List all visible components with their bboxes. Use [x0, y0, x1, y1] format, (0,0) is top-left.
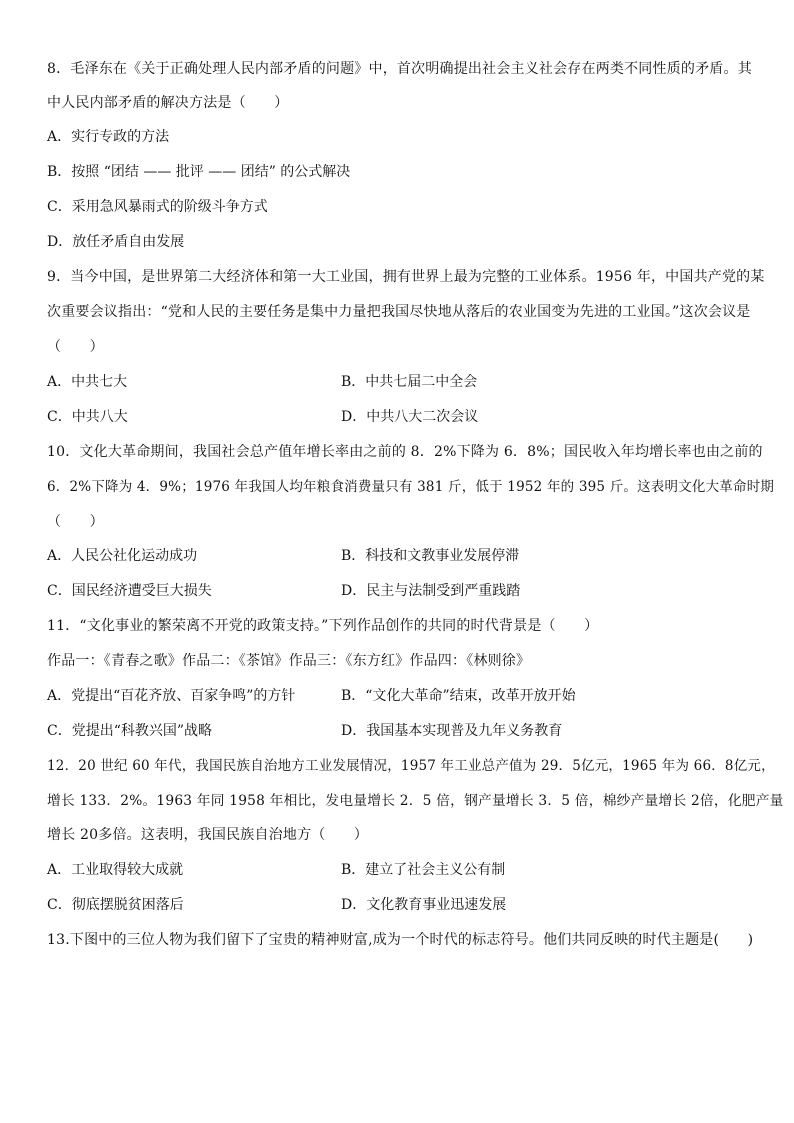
q9-option-b: B．中共七届二中全会 — [341, 374, 478, 390]
q8-stem-line-1: 8．毛泽东在《关于正确处理人民内部矛盾的问题》中，首次明确提出社会主义社会存在两类不同性质的矛盾。其 — [47, 61, 752, 77]
q9-stem-line-1: 9．当今中国，是世界第二大经济体和第一大工业国，拥有世界上最为完整的工业体系。1956 年，中国共产党的某 — [47, 269, 765, 285]
q12-option-c: C．彻底摆脱贫困落后 — [47, 897, 184, 913]
q12-option-d: D．文化教育事业迅速发展 — [341, 897, 507, 913]
q9-stem-line-3: （ ） — [47, 339, 104, 355]
q12-stem-line-1: 12．20 世纪 60 年代，我国民族自治地方工业发展情况，1957 年工业总产值为 29．5亿元，1965 年为 66．8亿元， — [47, 758, 775, 774]
q9-option-c: C．中共八大 — [47, 409, 128, 425]
q8-option-a: A．实行专政的方法 — [47, 129, 170, 145]
q9-stem-line-2: 次重要会议指出：“党和人民的主要任务是集中力量把我国尽快地从落后的农业国变为先进的工业国。”这次会议是 — [47, 304, 751, 320]
q10-option-d: D．民主与法制受到严重践踏 — [341, 583, 521, 599]
q11-option-c: C．党提出“科教兴国”战略 — [47, 723, 213, 739]
q8-option-b: B．按照 “团结 —— 批评 —— 团结” 的公式解决 — [47, 164, 351, 180]
q11-stem-line-1: 11．“文化事业的繁荣离不开党的政策支持。”下列作品创作的共同的时代背景是（ ） — [47, 618, 599, 634]
q9-option-d: D．中共八大二次会议 — [341, 409, 479, 425]
q13-stem-line-1: 13.下图中的三位人物为我们留下了宝贵的精神财富,成为一个时代的标志符号。他们共同反映的时代主题是( ) — [47, 932, 754, 948]
q11-option-d: D．我国基本实现普及九年义务教育 — [341, 723, 563, 739]
q11-option-b: B．“文化大革命”结束，改革开放开始 — [341, 688, 576, 704]
q10-stem-line-2: 6．2%下降为 4．9%；1976 年我国人均年粮食消费量只有 381 斤，低于 1952 年的 395 斤。这表明文化大革命时期 — [47, 479, 775, 495]
q10-stem-line-3: （ ） — [47, 514, 104, 530]
q12-option-b: B．建立了社会主义公有制 — [341, 862, 506, 878]
q8-option-d: D．放任矛盾自由发展 — [47, 234, 185, 250]
q11-option-a: A．党提出“百花齐放、百家争鸣”的方针 — [47, 688, 296, 704]
q12-option-a: A．工业取得较大成就 — [47, 862, 184, 878]
q9-option-a: A．中共七大 — [47, 374, 128, 390]
q11-stem-line-2: 作品一：《青春之歌》作品二：《茶馆》作品三：《东方红》作品四：《林则徐》 — [47, 653, 531, 669]
q10-option-b: B．科技和文教事业发展停滞 — [341, 548, 520, 564]
q12-stem-line-2: 增长 133．2%。1963 年同 1958 年相比，发电量增长 2．5 倍，钢产量增长 3．5 倍，棉纱产量增长 2倍，化肥产量 — [47, 793, 784, 809]
q10-option-a: A．人民公社化运动成功 — [47, 548, 198, 564]
q10-stem-line-1: 10．文化大革命期间，我国社会总产值年增长率由之前的 8．2%下降为 6．8%；国民收入年均增长率也由之前的 — [47, 444, 763, 460]
q8-option-c: C．采用急风暴雨式的阶级斗争方式 — [47, 199, 268, 215]
q12-stem-line-3: 增长 20多倍。这表明，我国民族自治地方（ ） — [47, 827, 369, 843]
q10-option-c: C．国民经济遭受巨大损失 — [47, 583, 212, 599]
q8-stem-line-2: 中人民内部矛盾的解决方法是（ ） — [47, 95, 289, 111]
